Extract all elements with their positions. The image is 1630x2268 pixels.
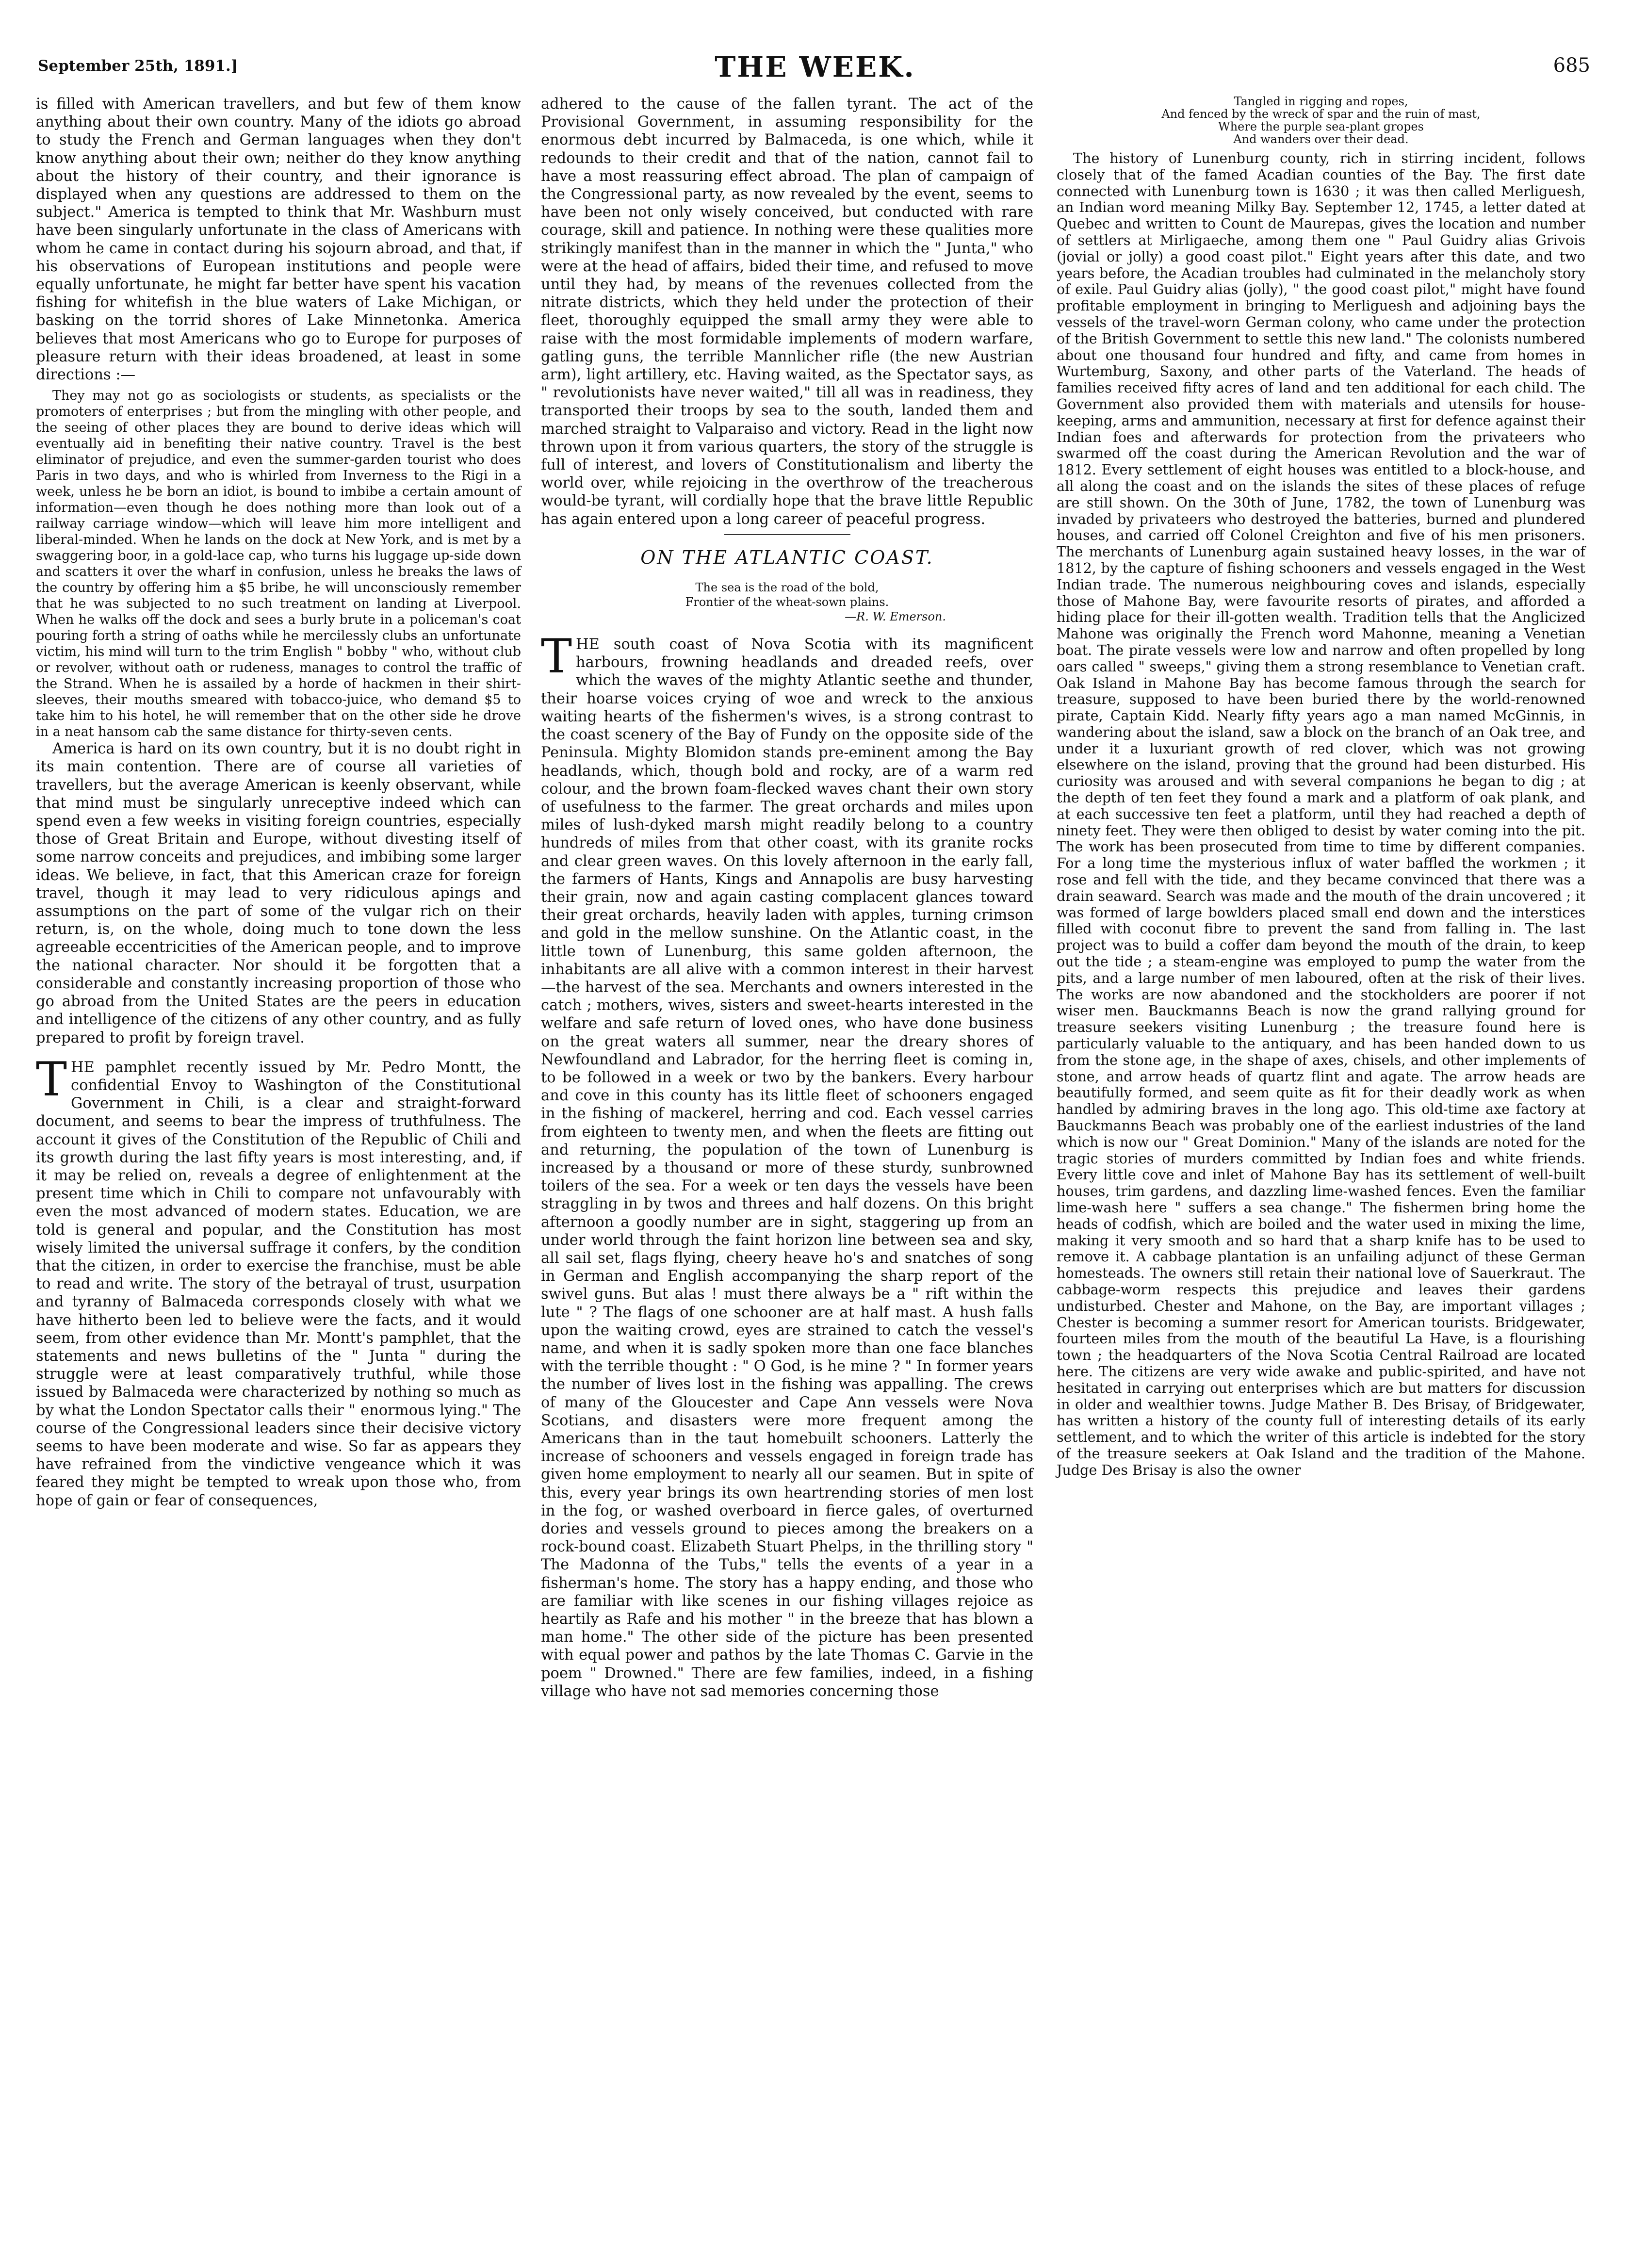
article-title: ON THE ATLANTIC COAST. [640,546,934,568]
divider [724,534,850,535]
drop-cap: T [36,1052,67,1107]
page-date: September 25th, 1891.] [38,57,238,75]
paragraph: is filled with American travellers, and but few of them know anything about their own country. Many of the idiots go abroad to study the French and German languages when they don't know anything about their own; neither do they know anything about the history of their country, and their ignorance is displayed when any questions are addressed to them on the subject." America is tempted to think that Mr. Washburn must have been singularly unfortunate in the class of Americans with whom he came in contact during his sojourn abroad, and that, if his observations of European institutions and people were equally unfortunate, he might far better have spent his vacation fishing for whitefish in the blue waters of Lake Michigan, or basking on the torrid shores of Lake Minnetonka. America believes that most Americans who go to Europe for purposes of pleasure return with their ideas broadened, at least in some directions :— [36,96,521,384]
column-1 [36,95,521,1510]
paragraph: The history of Lunenburg county, rich in stirring incident, follows closely that of the famed Acadian counties of the Bay. The first date connected with Lunenburg town is 1630 ; it was then called Merliguesh, an Indian word meaning Milky Bay. September 12, 1745, a letter dated at Quebec and written to Count de Maurepas, gives the location and number of settlers at Mirligaeche, among them one " Paul Guidry alias Grivois (jovial or jolly) a good coast pilot." Eight years after this date, and two years before, the Acadian troubles had culminated in the melancholy story of exile. Paul Guidry alias (jolly), " the good coast pilot," might have found profitable employment in bringing to Merliguesh and adjoining bays the vessels of the travel-worn German colony, who came under the protection of the British Government to settle this new land." The colonists numbered about one thousand four hundred and fifty, and came from homes in Wurtemburg, Saxony, and other parts of the Vaterland. The heads of families received fifty acres of land and ten additional for each child. The Government also provided them with materials and utensils for house-keeping, arms and ammunition, necessary at first for defence against their Indian foes and afterwards for protection from the privateers who swarmed off the coast during the American Revolution and the war of 1812. Every settlement of eight houses was entitled to a block-house, and all along the coast and on the islands the sites of these places of refuge are still shown. On the 30th of June, 1782, the town of Lunenburg was invaded by privateers who destroyed the batteries, burned and plundered houses, and carried off Colonel Creighton and five of his men prisoners. The merchants of Lunenburg again sustained heavy losses, in the war of 1812, by the capture of fishing schooners and vessels engaged in the West Indian trade. The numerous neighbouring coves and islands, especially those of Mahone Bay, were favourite resorts of pirates, and afforded a hiding place for their ill-gotten wealth. Tradition tells that the Anglicized Mahone was originally the French word Mahonne, meaning a Venetian boat. The pirate vessels were low and narrow and often propelled by long oars called " sweeps," giving them a strong resemblance to Venetian craft. Oak Island in Mahone Bay has become famous through the search for treasure, supposed to have been buried there by the world-renowned pirate, Captain Kidd. Nearly fifty years ago a man named McGinnis, in wandering about the island, saw a block on the branch of an Oak tree, and under it a luxuriant growth of red clover, which was not growing elsewhere on the island, proving that the ground had been disturbed. His curiosity was aroused and with several companions he began to dig ; at the depth of ten feet they found a mark and a platform of oak plank, and at each successive ten feet a platform, until they had reached a depth of ninety feet. They were then obliged to desist by water coming into the pit. The work has been prosecuted from time to time by different companies. For a long time the mysterious influx of water baffled the workmen ; it rose and fell with the tide, and they became convinced that there was a drain seaward. Search was made and the mouth of the drain uncovered ; it was formed of large bowlders placed small end down and the interstices filled with coconut fibre to prevent the sand from falling in. The last project was to build a coffer dam beyond the mouth of the drain, to keep out the tide ; a steam-engine was employed to pump the water from the pits, and a large number of men laboured, often at the risk of their lives. The works are now abandoned and the stockholders are poorer if not wiser men. Bauckmanns Beach is now the grand rallying ground for treasure seekers visiting Lunenburg ; the treasure found here is particularly valuable to the antiquary, and has been handed down to us from the stone age, in the shape of axes, chisels, and other implements of stone, and arrow heads of quartz flint and agate. The arrow heads are beautifully formed, and seem quite as fit for their deadly work as when handled by admiring braves in the long ago. This old-time axe factory at Bauckmanns Beach was probably one of the earliest industries of the land which is now our " Great Dominion." Many of the islands are noted for the tragic stories of murders committed by Indian foes and white friends. Every little cove and inlet of Mahone Bay has its settlement of well-built houses, trim gardens, and dazzling lime-washed fences. Even the familiar lime-wash here " suffers a sea change." The fishermen bring home the heads of codfish, which are boiled and the water used in mixing the lime, making it very smooth and so hard that a sharp knife has to be used to remove it. A cabbage plantation is an unfailing adjunct of these German homesteads. The owners still retain their national love of Sauerkraut. The cabbage-worm respects this prejudice and leaves their gardens undisturbed. Chester and Mahone, on the Bay, are important villages ; Chester is becoming a summer resort for American tourists. Bridgewater, fourteen miles from the mouth of the beautiful La Have, is a flourishing town ; the headquarters of the Nova Scotia Central Railroad are located here. The citizens are very wide awake and public-spirited, and have not hesitated in carrying out enterprises which are but matters for discussion in older and wealthier towns. Judge Mather B. Des Brisay, of Bridgewater, has written a history of the county full of interesting details of its early settlement, and to which the writer of this article is indebted for the story of the treasure seekers at Oak Island and the tradition of the Mahone. Judge Des Brisay is also the owner [1057,150,1585,1478]
epigraph-line: The sea is the road of the bold, [695,581,879,595]
epigraph [541,580,1033,624]
paragraph-dropcap [36,1052,521,1510]
paragraph-dropcap [541,629,1033,1700]
paragraph: adhered to the cause of the fallen tyrant. The act of the Provisional Government, in assuming responsibility for the enormous debt incurred by Balmaceda, is one which, while it redounds to their credit and that of the nation, cannot fail to have a most reassuring effect abroad. The plan of campaign of the Congressional party, as now revealed by the event, seems to have been not only wisely conceived, but conducted with rare courage, skill and patience. In nothing were these qualities more strikingly manifest than in the manner in which the " Junta," who were at the head of affairs, bided their time, and refused to move until they had, by means of the revenues collected from the nitrate districts, which they held under the protection of their fleet, thoroughly equipped the small army they were able to raise with the most formidable implements of modern warfare, gatling guns, the terrible Mannlicher rifle (the new Austrian arm), light artillery, etc. Having waited, as the Spectator says, as " revolutionists have never waited," till all was in readiness, they transported their troops by sea to the south, landed them and marched straight to Valparaiso and victory. Read in the light now thrown upon it from various quarters, the story of the struggle is full of interest, and lovers of Constitutionalism and liberty the world over, while rejoicing in the overthrow of the treacherous would-be tyrant, will cordially hope that the brave little Republic has again entered upon a long career of peaceful progress. [541,96,1033,528]
drop-cap: T [541,629,572,684]
epigraph-attribution: —R. W. Emerson. [845,610,946,624]
quote-paragraph: They may not go as sociologists or students, as specialists or the promoters of enterprises ; but from the mingling with other people, and the seeing of other places they are bound to derive ideas which will eventually aid in benefiting their native country. Travel is the best eliminator of prejudice, and even the summer-garden tourist who does Paris in two days, and who is whirled from Inverness to the Rigi in a week, unless he be born an idiot, is bound to imbibe a certain amount of information—even though he does nothing more than look out of a railway carriage window—which will leave him more intelligent and liberal-minded. When he lands on the dock at New York, and is met by a swaggering boor, in a gold-lace cap, who turns his luggage up-side down and scatters it over the wharf in confusion, unless he breaks the laws of the country by offering him a $5 bribe, he will unconsciously remember that he was subjected to no such treatment on landing at Liverpool. When he walks off the dock and sees a burly brute in a policeman's coat pouring forth a string of oaths while he mercilessly clubs an unfortunate victim, his mind will turn to the trim English " bobby " who, without club or revolver, without oath or rudeness, manages to control the traffic of the Strand. When he is assailed by a horde of hackmen in their shirt-sleeves, their mouths smeared with tobacco-juice, who demand $5 to take him to his hotel, he will remember that on the other side he drove in a neat hansom cab the same distance for thirty-seven cents. [36,388,521,740]
paragraph-text: HE south coast of Nova Scotia with its magnificent harbours, frowning headlands and dreaded reefs, over which the waves of the mighty Atlantic seethe and thunder, their hoarse voices crying of woe and wreck to the anxious waiting hearts of the fishermen's wives, is a strong contrast to the coast scenery of the Bay of Fundy on the opposite side of the Peninsula. Mighty Blomidon stands pre-eminent among the Bay headlands, which, though bold and rocky, are of a warm red colour, and the brown foam-flecked waves chant their own story of usefulness to the farmer. The great orchards and miles upon miles of lush-dyked marsh might readily belong to a country hundreds of miles from that other coast, with its granite rocks and clear green waves. On this lovely afternoon in the early fall, the farmers of Hants, Kings and Annapolis are busy harvesting their grain, now and again casting complacent glances toward their great orchards, heavily laden with apples, turning crimson and gold in the mellow sunshine. On the Atlantic coast, in the little town of Lunenburg, this same golden afternoon, the inhabitants are all alive with a common interest in their harvest—the harvest of the sea. Merchants and owners interested in the catch ; mothers, wives, sisters and sweet-hearts interested in the welfare and safe return of loved ones, who have done business on the great waters all summer, near the dreary shores of Newfoundland and Labrador, for the herring fleet is coming in, to be followed in a week or two by the bankers. Every harbour and cove in this county has its little fleet of schooners engaged in the fishing of mackerel, herring and cod. Each vessel carries from eighteen to twenty men, and when the fleets are fitting out and returning, the population of the town of Lunenburg is increased by a thousand or more of these sturdy, sunbrowned toilers of the sea. For a week or ten days the vessels have been straggling in by twos and threes and half dozens. On this bright afternoon a goodly number are in sight, staggering up from an under world through the faint horizon line between sea and sky, all sail set, flags flying, cheery heave ho's and snatches of song in German and English accompanying the sharp report of the swivel guns. But alas ! must there always be a " rift within the lute " ? The flags of one schooner are at half mast. A hush falls upon the waiting crowd, eyes are strained to catch the vessel's name, and when it is sadly spoken more than one face blanches with the terrible thought : " O God, is he mine ? " In former years the number of lives lost in the fishing was appalling. The crews of many of the Gloucester and Cape Ann vessels were Nova Scotians, and disasters were more frequent among the Americans than in the taut homebuilt schooners. Latterly the increase of schooners and vessels engaged in foreign trade has given home employment to nearly all our seamen. But in spite of this, every year brings its own heartrending stories of men lost in the fog, or washed overboard in fierce gales, of overturned dories and vessels ground to pieces among the breakers on a rock-bound coast. Elizabeth Stuart Phelps, in the thrilling story " The Madonna of the Tubs," tells the events of a year in a fisherman's home. The story has a happy ending, and those who are familiar with like scenes in our fishing villages rejoice as heartily as Rafe and his mother " in the breeze that has blown a man home." The other side of the picture has been presented with equal power and pathos by the late Thomas C. Garvie in the poem " Drowned." There are few families, indeed, in a fishing village who have not sad memories concerning those [541,636,1033,1700]
column-2 [541,95,1033,1700]
epigraph-line: Frontier of the wheat-sown plains. [685,595,889,609]
block-quote [36,388,521,740]
column-3 [1057,95,1585,1479]
poem-line: And wanders over their dead. [1233,132,1409,146]
poem-line: And fenced by the wreck of spar and the ruin of mast, [1161,107,1481,121]
poem-excerpt [1057,95,1585,146]
page-number: 685 [1553,54,1590,77]
section-gap [541,624,1033,636]
poem-line: Tangled in rigging and ropes, [1234,95,1408,108]
masthead-title: THE WEEK. [715,50,915,83]
poem-line: Where the purple sea-plant gropes [1218,120,1424,133]
paragraph-text: HE pamphlet recently issued by Mr. Pedro Montt, the confidential Envoy to Washington of the Constitutional Government in Chili, is a clear and straight-forward document, and seems to bear the impress of truthfulness. The account it gives of the Constitution of the Republic of Chili and its growth during the last fifty years is most interesting, and, if it may be relied on, reveals a degree of enlightenment at the present time which in Chili to compare not unfavourably with even the most advanced of modern states. Education, we are told is general and popular, and the Constitution has most wisely limited the universal suffrage it confers, by the condition that the citizen, in order to exercise the franchise, must be able to read and write. The story of the betrayal of trust, usurpation and tyranny of Balmaceda corresponds closely with what we have hitherto been led to believe were the facts, and it would seem, from other evidence than Mr. Montt's pamphlet, that the statements and news bulletins of the " Junta " during the struggle were at least comparatively truthful, while those issued by Balmaceda were characterized by nothing so much as by what the London Spectator calls their " enormous lying." The course of the Congressional leaders since their decisive victory seems to have been moderate and wise. So far as appears they have refrained from the vindictive vengeance which it was feared they might be tempted to wreak upon those who, from hope of gain or fear of consequences, [36,1059,521,1509]
section-gap [36,1047,521,1059]
paragraph: America is hard on its own country, but it is no doubt right in its main contention. There are of course all varieties of travellers, but the average American is keenly observant, while that mind must be singularly unreceptive indeed which can spend even a few weeks in visiting foreign countries, especially those of Great Britain and Europe, without divesting itself of some narrow conceits and prejudices, and imbibing some larger ideas. We believe, in fact, that this American craze for foreign travel, though it may lead to very ridiculous apings and assumptions on the part of some of the vulgar rich on their return, is, on the whole, doing much to tone down the less agreeable eccentricities of the American people, and to improve the national character. Nor should it be forgotten that a considerable and constantly increasing proportion of those who go abroad from the United States are the peers in education and intelligence of the citizens of any other country, and as fully prepared to profit by foreign travel. [36,740,521,1046]
